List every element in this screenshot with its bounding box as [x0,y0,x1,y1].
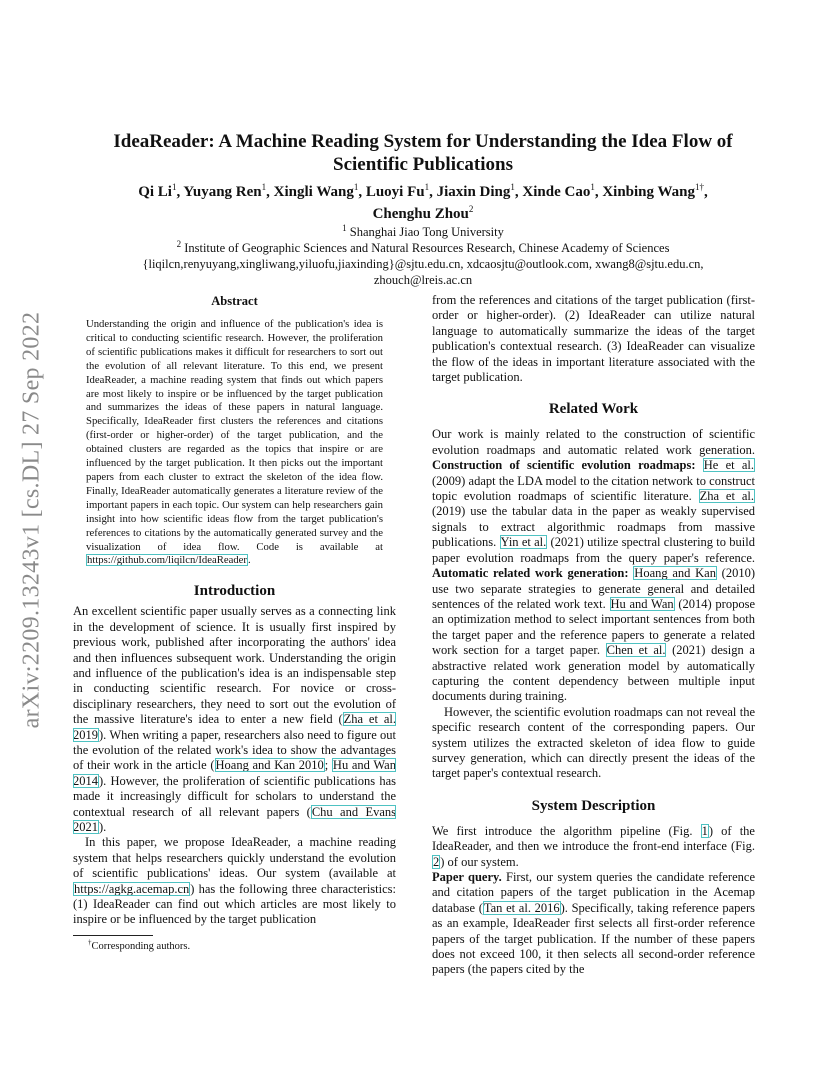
author-affiliation-mark: 1 [590,182,595,192]
author-name: Luoyi Fu [365,184,425,200]
figure-reference-link[interactable]: 1 [701,823,708,838]
author-emails-line-2: zhouch@lreis.ac.cn [373,273,473,287]
author-affiliation-mark: 1 [353,182,359,192]
citation-link[interactable]: Zha et al. [699,489,754,504]
author-affiliation-mark: 1 [171,182,177,192]
citation-link[interactable]: Hoang and Kan 2010 [215,758,324,773]
system-description-heading: System Description [531,797,656,814]
paragraph-text: (2019) use the tabular data in the paper as weakly supervised signals to extract algorithmic roadmaps from massive publications. [432,504,755,550]
affiliation-1 [90,224,756,240]
run-in-heading: Automatic related work generation: [432,566,629,581]
left-column [73,293,396,928]
paragraph-text: ). When writing a paper, researchers also need to figure out the evolution of the related work's idea to show the advantages of their work in the article ( [73,727,396,773]
author-name: Yuyang Ren [183,184,262,200]
affiliation-2 [90,240,756,256]
introduction-paragraph-2 [73,835,396,927]
footnote [88,940,190,953]
paragraph-text: ; [324,758,332,773]
citation-link[interactable]: Hoang and Kan [634,566,716,581]
citation-link[interactable]: Hu and Wan [610,596,674,611]
affiliation-mark: 2 [176,238,182,249]
author-name: Jiaxin Ding [436,184,511,200]
author-affiliation-mark: 2 [468,204,474,214]
paragraph-text: ). [99,820,107,834]
author-emails-line-1: {liqilcn,renyuyang,xingliwang,yiluofu,jiaxinding}@sjtu.edu.cn, xdcaosjtu@outlook.com, xwang8@sjtu.edu.cn, [142,257,704,271]
author-name: Chenghu Zhou [372,206,469,222]
introduction-continuation: from the references and citations of the target publication (first-order or higher-order). (2) IdeaReader can utilize natural language to automatically summarize the ideas of the target publication's contextual research. (3) IdeaReader can visualize the flow of the ideas in important literature associated with the target publication. [432,293,755,385]
citation-link[interactable]: Chu and Evans 2021 [73,804,397,834]
paragraph-text: First, our system queries the candidate reference and citation papers of the target publication in the Acemap database ( [432,870,755,915]
citation-link[interactable]: Tan et al. 2016 [483,900,560,915]
author-affiliation-mark: 1† [695,182,705,192]
footnote-text: Corresponding authors. [91,941,191,952]
paragraph-text: ). However, the proliferation of scientific publications has made it increasingly difficult for scholars to understand the contextual research of all relevant papers ( [73,773,396,819]
paragraph-text: An excellent scientific paper usually serves as a connecting link in the development of science. It is usually first inspired by previous work, published after incorporating the authors' idea and then influences subsequent work. Understanding the origin and influence of the publication's idea is an indispensable step in conducting scientific research. For novice or cross-disciplinary researchers, they need to sort out the evolution of the massive literature's idea to enter a new field ( [73,604,396,727]
title-line-2: Scientific Publications [333,154,513,175]
citation-link[interactable]: Zha et al. 2019 [73,712,396,742]
introduction-heading: Introduction [193,583,276,600]
related-work-heading: Related Work [548,401,639,418]
figure-reference-link[interactable]: 2 [433,854,440,869]
title-line-1: IdeaReader: A Machine Reading System for Understanding the Idea Flow of [113,131,733,152]
related-work-paragraph-1 [432,427,755,704]
run-in-heading: Construction of scientific evolution roadmaps: [432,458,696,473]
author-name: Qi Li [138,184,172,200]
affiliation-text: Institute of Geographic Sciences and Natural Resources Research, Chinese Academy of Sciences [184,241,670,255]
related-work-paragraph-2: However, the scientific evolution roadmaps can not reveal the specific research content of the corresponding papers. Our system utilizes the extracted skeleton of idea flow to guide survey generation, which can directly present the ideas of the target paper's contextual research. [432,704,755,781]
abstract-heading: Abstract [211,294,258,308]
system-description-paragraph-1 [432,824,755,870]
arxiv-identifier-stamp [2,288,62,752]
introduction-paragraph-1 [73,604,396,835]
paragraph-text: (2010) use two separate strategies to generate general and detailed sentences of the related work text. [432,566,756,611]
author-affiliation-mark: 1 [510,182,515,192]
citation-link[interactable]: Yin et al. [500,535,547,550]
author-list: Qi Li$^1$, Yuyang Ren$^1$, Xingli Wang$^1$, Luoyi Fu$^1$, Jiaxin Ding$^1$, Xinde Cao$^1$, Xinbing Wang$^{1\dagger}$, Chenghu Zhou$^2$ [138,182,708,222]
abstract-text [86,318,383,568]
abstract-end: . [247,554,251,567]
paragraph-text: ). Specifically, taking reference papers as an example, IdeaReader first selects all first-order reference papers of the target publication. If the number of these papers does not exceed 100, it then selects all second-order reference papers (the papers cited by the [432,900,755,977]
author-name: Xinbing Wang [602,184,696,200]
paragraph-text: (2009) adapt the LDA model to the citation network to construct topic evolution roadmaps of scientific literature. [432,473,755,504]
paragraph-text: In this paper, we propose IdeaReader, a machine reading system that helps researchers quickly understand the evolution of scientific publications' ideas. Our system (available at [73,835,396,881]
paragraph-text: (2014) propose an optimization method to select important sentences from both the target paper and the reference papers to generate a related work section for a target paper. [432,596,756,658]
run-in-heading: Paper query. [432,870,502,884]
affiliations [90,224,756,288]
system-description-paragraph-2 [432,870,755,978]
paper-title [90,130,756,176]
paragraph-text: ) of our system. [440,854,519,869]
code-repository-link[interactable]: https://github.com/liqilcn/IdeaReader [87,554,247,567]
paragraph-text: We first introduce the algorithm pipeline (Fig. [432,823,701,838]
paragraph-text: (2021) design a abstractive related work generation model by automatically capturing the content dependency between multiple input documents during training. [432,643,755,704]
footnote-rule [73,935,153,936]
author-name: Xingli Wang [273,184,354,200]
right-column [432,293,755,978]
paragraph-text: Our work is mainly related to the construction of scientific evolution roadmaps and automatic related work generation. [432,427,755,457]
paragraph-text: ) has the following three characteristics: (1) IdeaReader can find out which articles are most likely to inspire or be influenced by the target publication [73,881,396,927]
footnote-mark: † [88,938,92,947]
paragraph-text: (2021) utilize spectral clustering to build paper evolution roadmaps from the query paper's reference. [432,535,755,565]
citation-link[interactable]: Hu and Wan 2014 [73,758,396,788]
author-affiliation-mark: 1 [261,182,267,192]
paragraph-text: ) of the IdeaReader, and then we introduce the front-end interface (Fig. [432,823,755,854]
affiliation-mark: 1 [342,222,347,233]
affiliation-text: Shanghai Jiao Tong University [349,225,504,239]
arxiv-identifier: arXiv:2209.13243v1 [cs.DL] 27 Sep 2022 [18,311,45,729]
citation-link[interactable]: He et al. [703,458,754,473]
author-affiliation-mark: 1 [424,182,430,192]
citation-link[interactable]: Chen et al. [606,643,666,658]
author-name: Xinde Cao [522,184,591,200]
system-url-link[interactable]: https://agkg.acemap.cn [74,881,190,896]
abstract-body: Understanding the origin and influence of the publication's idea is critical to conducting scientific research. However, the proliferation of scientific publications makes it difficult for researchers to sort out the evolution of all relevant literature. To this end, we present IdeaReader, a machine reading system that finds out which papers are most likely to inspire or be influenced by the target publication and summarizes the ideas of these papers in natural language. Specifically, IdeaReader first clusters the references and citations (first-order or higher-order) of the target publication, and the obtained clusters are regarded as the topics that inspire or are influenced by the target publication. It then picks out the important papers from each cluster to extract the skeleton of the idea flow. Finally, IdeaReader automatically generates a literature review of the important papers in each topic. Our system can help researchers gain insight into how scientific ideas flow from the target publication's references to citations by the automatically generated survey and the visualization of idea flow. Code is available at [86,318,383,553]
paragraph-text [696,458,703,472]
